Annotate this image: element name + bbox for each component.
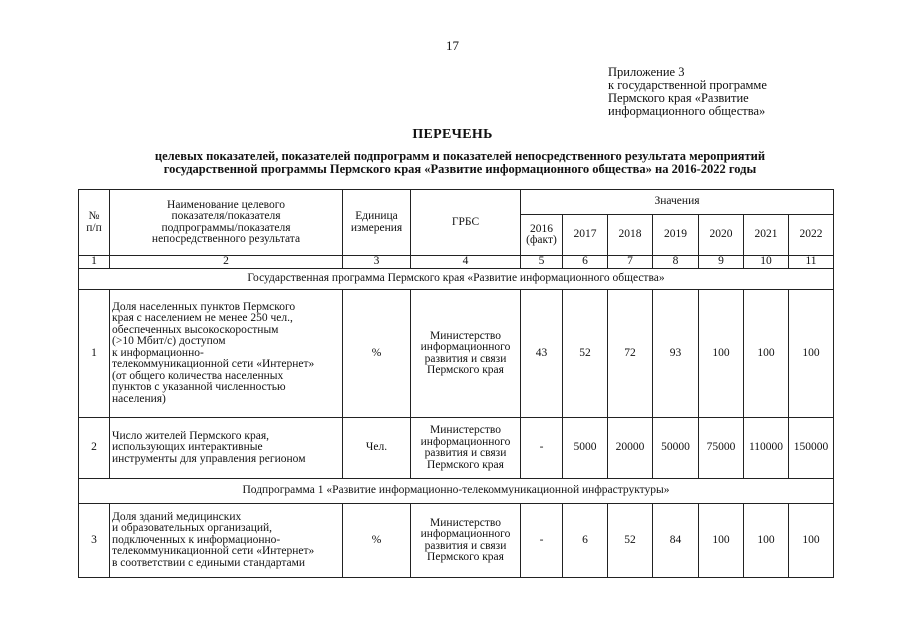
header-unit	[343, 190, 411, 256]
row-value: 100	[744, 504, 789, 578]
header-name-line: показателя/показателя	[171, 210, 281, 222]
header-year-2016	[521, 215, 563, 256]
row-name-line: использующих интерактивные	[112, 441, 263, 454]
row-name-line: (от общего количества населенных	[112, 369, 284, 382]
header-name-line: подпрограммы/показателя	[161, 221, 291, 234]
header-name-line: Наименование целевого	[167, 198, 285, 211]
row-grbs	[411, 290, 521, 418]
row-value: 84	[653, 504, 699, 578]
row-grbs-line: информационного	[420, 341, 511, 353]
row-name-line: к информационно-	[112, 346, 204, 359]
column-numbers-row	[79, 256, 834, 269]
row-grbs-line: развития и связи	[424, 352, 507, 365]
page-number: 17	[446, 38, 459, 53]
header-year: 2018	[608, 215, 653, 256]
row-value: 6	[563, 504, 608, 578]
header-unit-line: измерения	[350, 221, 403, 234]
row-num: 2	[79, 418, 110, 479]
header-unit-line: Единица	[355, 210, 398, 222]
header-num-line: п/п	[86, 221, 102, 234]
row-name-line: края с населением не менее 250 чел.,	[112, 312, 293, 325]
row-grbs-line: информационного	[420, 528, 511, 540]
appendix-line: Пермского края «Развитие	[608, 91, 749, 105]
row-value: 20000	[608, 418, 653, 479]
appendix-note	[608, 66, 767, 118]
row-value: 5000	[563, 418, 608, 479]
row-grbs	[411, 418, 521, 479]
row-value: 52	[563, 290, 608, 418]
subtitle-line: государственной программы Пермского края «Развитие информационного общества» на 2016-2022 годы	[163, 162, 757, 176]
row-value: 110000	[744, 418, 789, 479]
column-number: 2	[110, 256, 343, 269]
row-name-line: обеспеченных высокоскоростным	[112, 323, 279, 336]
row-value: 43	[521, 290, 563, 418]
header-values: Значения	[521, 190, 834, 215]
header-year: 2022	[789, 215, 834, 256]
row-num: 1	[79, 290, 110, 418]
row-value: 93	[653, 290, 699, 418]
row-value: 100	[699, 504, 744, 578]
row-value: 72	[608, 290, 653, 418]
column-number: 8	[653, 256, 699, 269]
appendix-line: информационного общества»	[608, 104, 766, 118]
row-value: 75000	[699, 418, 744, 479]
header-name	[110, 190, 343, 256]
row-grbs-line: Министерство	[430, 516, 501, 529]
row-grbs-line: информационного	[420, 435, 511, 448]
row-name-line: Число жителей Пермского края,	[112, 429, 269, 442]
appendix-line: к государственной программе	[608, 78, 767, 92]
column-number: 1	[79, 256, 110, 269]
section-title: Государственная программа Пермского края «Развитие информационного общества»	[79, 269, 834, 290]
row-name-line: Доля зданий медицинских	[112, 510, 242, 523]
section-row	[79, 479, 834, 504]
row-grbs-line: развития и связи	[424, 539, 507, 552]
row-unit: Чел.	[343, 418, 411, 479]
row-name	[110, 504, 343, 578]
header-grbs: ГРБС	[411, 190, 521, 256]
table-row	[79, 418, 834, 479]
row-value: 50000	[653, 418, 699, 479]
row-value: -	[521, 504, 563, 578]
row-name	[110, 290, 343, 418]
subtitle-line: целевых показателей, показателей подпрограмм и показателей непосредственного результата мероприятий	[154, 149, 766, 163]
section-row	[79, 269, 834, 290]
column-number: 5	[521, 256, 563, 269]
row-name	[110, 418, 343, 479]
column-number: 11	[789, 256, 834, 269]
header-num-line: №	[88, 210, 100, 222]
header-row	[79, 190, 834, 215]
row-value: 52	[608, 504, 653, 578]
row-name-line: телекоммуникационной сети «Интернет»	[112, 545, 315, 558]
column-number: 3	[343, 256, 411, 269]
row-value: 150000	[789, 418, 834, 479]
column-number: 6	[563, 256, 608, 269]
row-grbs-line: Пермского края	[427, 551, 504, 563]
row-name-line: в соответствии с едиными стандартами	[112, 556, 306, 569]
row-grbs-line: Пермского края	[427, 364, 504, 376]
header-year: 2017	[563, 215, 608, 256]
header-name-line: непосредственного результата	[151, 233, 301, 245]
row-value: 100	[699, 290, 744, 418]
section-title: Подпрограмма 1 «Развитие информационно-телекоммуникационной инфраструктуры»	[79, 479, 834, 504]
row-name-line: подключенных к информационно-	[112, 533, 281, 546]
column-number: 9	[699, 256, 744, 269]
table-row	[79, 504, 834, 578]
header-year-line: (факт)	[526, 234, 557, 246]
row-unit: %	[343, 504, 411, 578]
header-year: 2021	[744, 215, 789, 256]
row-name-line: инструменты для управления регионом	[112, 452, 306, 465]
column-number: 4	[411, 256, 521, 269]
row-name-line: населения)	[112, 392, 166, 405]
row-grbs	[411, 504, 521, 578]
header-year-line: 2016	[530, 222, 553, 235]
appendix-line: Приложение 3	[608, 65, 685, 79]
header-year: 2020	[699, 215, 744, 256]
row-grbs-line: Пермского края	[427, 458, 504, 471]
column-number: 10	[744, 256, 789, 269]
row-value: 100	[789, 290, 834, 418]
row-value: 100	[744, 290, 789, 418]
row-name-line: Доля населенных пунктов Пермского	[112, 300, 296, 313]
indicators-table	[78, 189, 834, 578]
row-name-line: и образовательных организаций,	[112, 522, 273, 535]
header-year: 2019	[653, 215, 699, 256]
row-name-line: телекоммуникационной сети «Интернет»	[112, 358, 315, 371]
row-grbs-line: Министерство	[430, 424, 501, 436]
header-num	[79, 190, 110, 256]
table-row	[79, 290, 834, 418]
row-value: 100	[789, 504, 834, 578]
row-name-line: пунктов с указанной численностью	[112, 381, 286, 394]
row-grbs-line: Министерство	[430, 329, 501, 342]
row-unit: %	[343, 290, 411, 418]
row-num: 3	[79, 504, 110, 578]
row-name-line: (>10 Мбит/с) доступом	[112, 335, 226, 348]
document-title: ПЕРЕЧЕНЬ	[412, 127, 493, 142]
row-grbs-line: развития и связи	[424, 447, 507, 459]
row-value: -	[521, 418, 563, 479]
document-subtitle	[60, 150, 860, 176]
column-number: 7	[608, 256, 653, 269]
